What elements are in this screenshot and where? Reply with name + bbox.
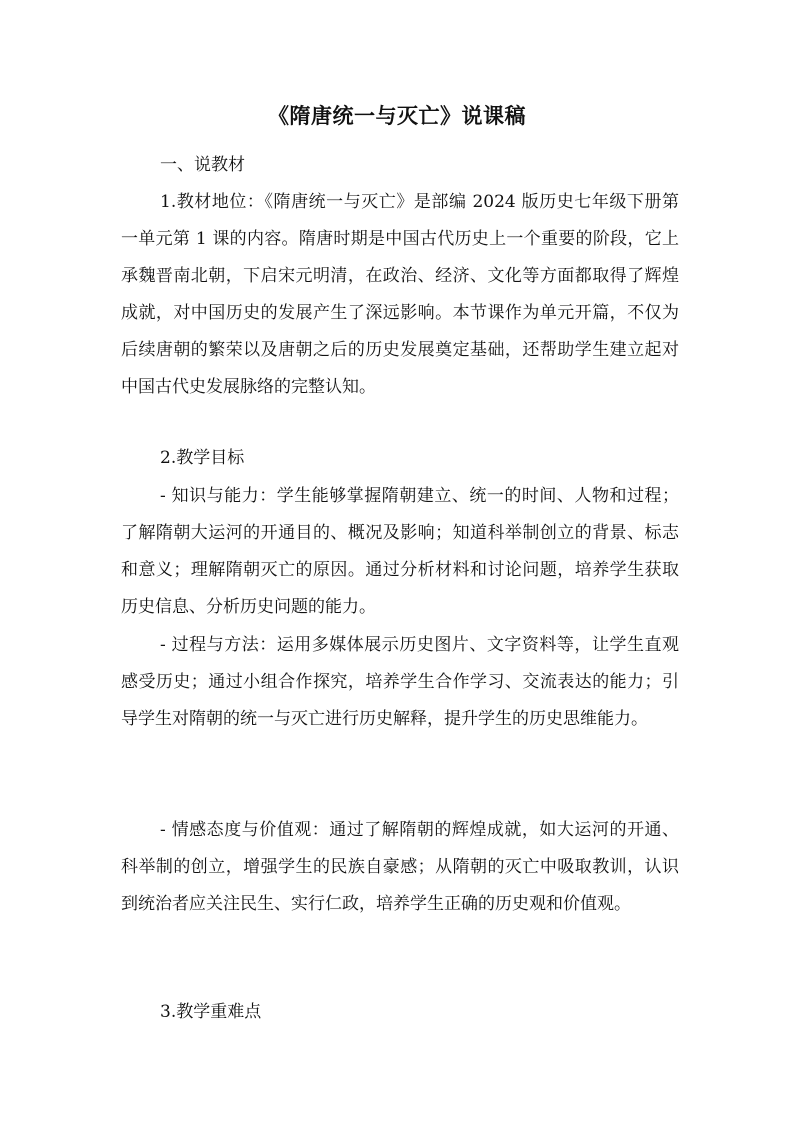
subheading-teaching-goals: 2.教学目标 bbox=[160, 448, 245, 468]
subheading-key-difficult-points: 3.教学重难点 bbox=[160, 1002, 262, 1022]
document-title: 《隋唐统一与灭亡》说课稿 bbox=[268, 103, 526, 128]
paragraph-goal-emotion bbox=[121, 812, 679, 923]
section-heading-teaching-material: 一、说教材 bbox=[160, 155, 245, 175]
paragraph-text: - 过程与方法：运用多媒体展示历史图片、文字资料等，让学生直观感受历史；通过小组合作探究，培养学生合作学习、交流表达的能力；引导学生对隋朝的统一与灭亡进行历史解释，提升学生的历史思维能力。 bbox=[121, 635, 679, 730]
paragraph-goal-process bbox=[121, 627, 679, 738]
paragraph-goal-knowledge bbox=[121, 478, 679, 626]
paragraph-material-position bbox=[121, 184, 679, 407]
paragraph-text: - 知识与能力：学生能够掌握隋朝建立、统一的时间、人物和过程；了解隋朝大运河的开通目的、概况及影响；知道科举制创立的背景、标志和意义；理解隋朝灭亡的原因。通过分析材料和讨论问题，培养学生获取历史信息、分析历史问题的能力。 bbox=[121, 486, 679, 618]
paragraph-text: 1.教材地位：《隋唐统一与灭亡》是部编 2024 版历史七年级下册第一单元第 1 课的内容。隋唐时期是中国古代历史上一个重要的阶段，它上承魏晋南北朝，下启宋元明清，在政治、经济、文化等方面都取得了辉煌成就，对中国历史的发展产生了深远影响。本节课作为单元开篇，不仅为后续唐朝的繁荣以及唐朝之后的历史发展奠定基础，还帮助学生建立起对中国古代史发展脉络的完整认知。 bbox=[121, 192, 679, 398]
paragraph-text: - 情感态度与价值观：通过了解隋朝的辉煌成就，如大运河的开通、科举制的创立，增强学生的民族自豪感；从隋朝的灭亡中吸取教训，认识到统治者应关注民生、实行仁政，培养学生正确的历史观和价值观。 bbox=[121, 820, 679, 915]
